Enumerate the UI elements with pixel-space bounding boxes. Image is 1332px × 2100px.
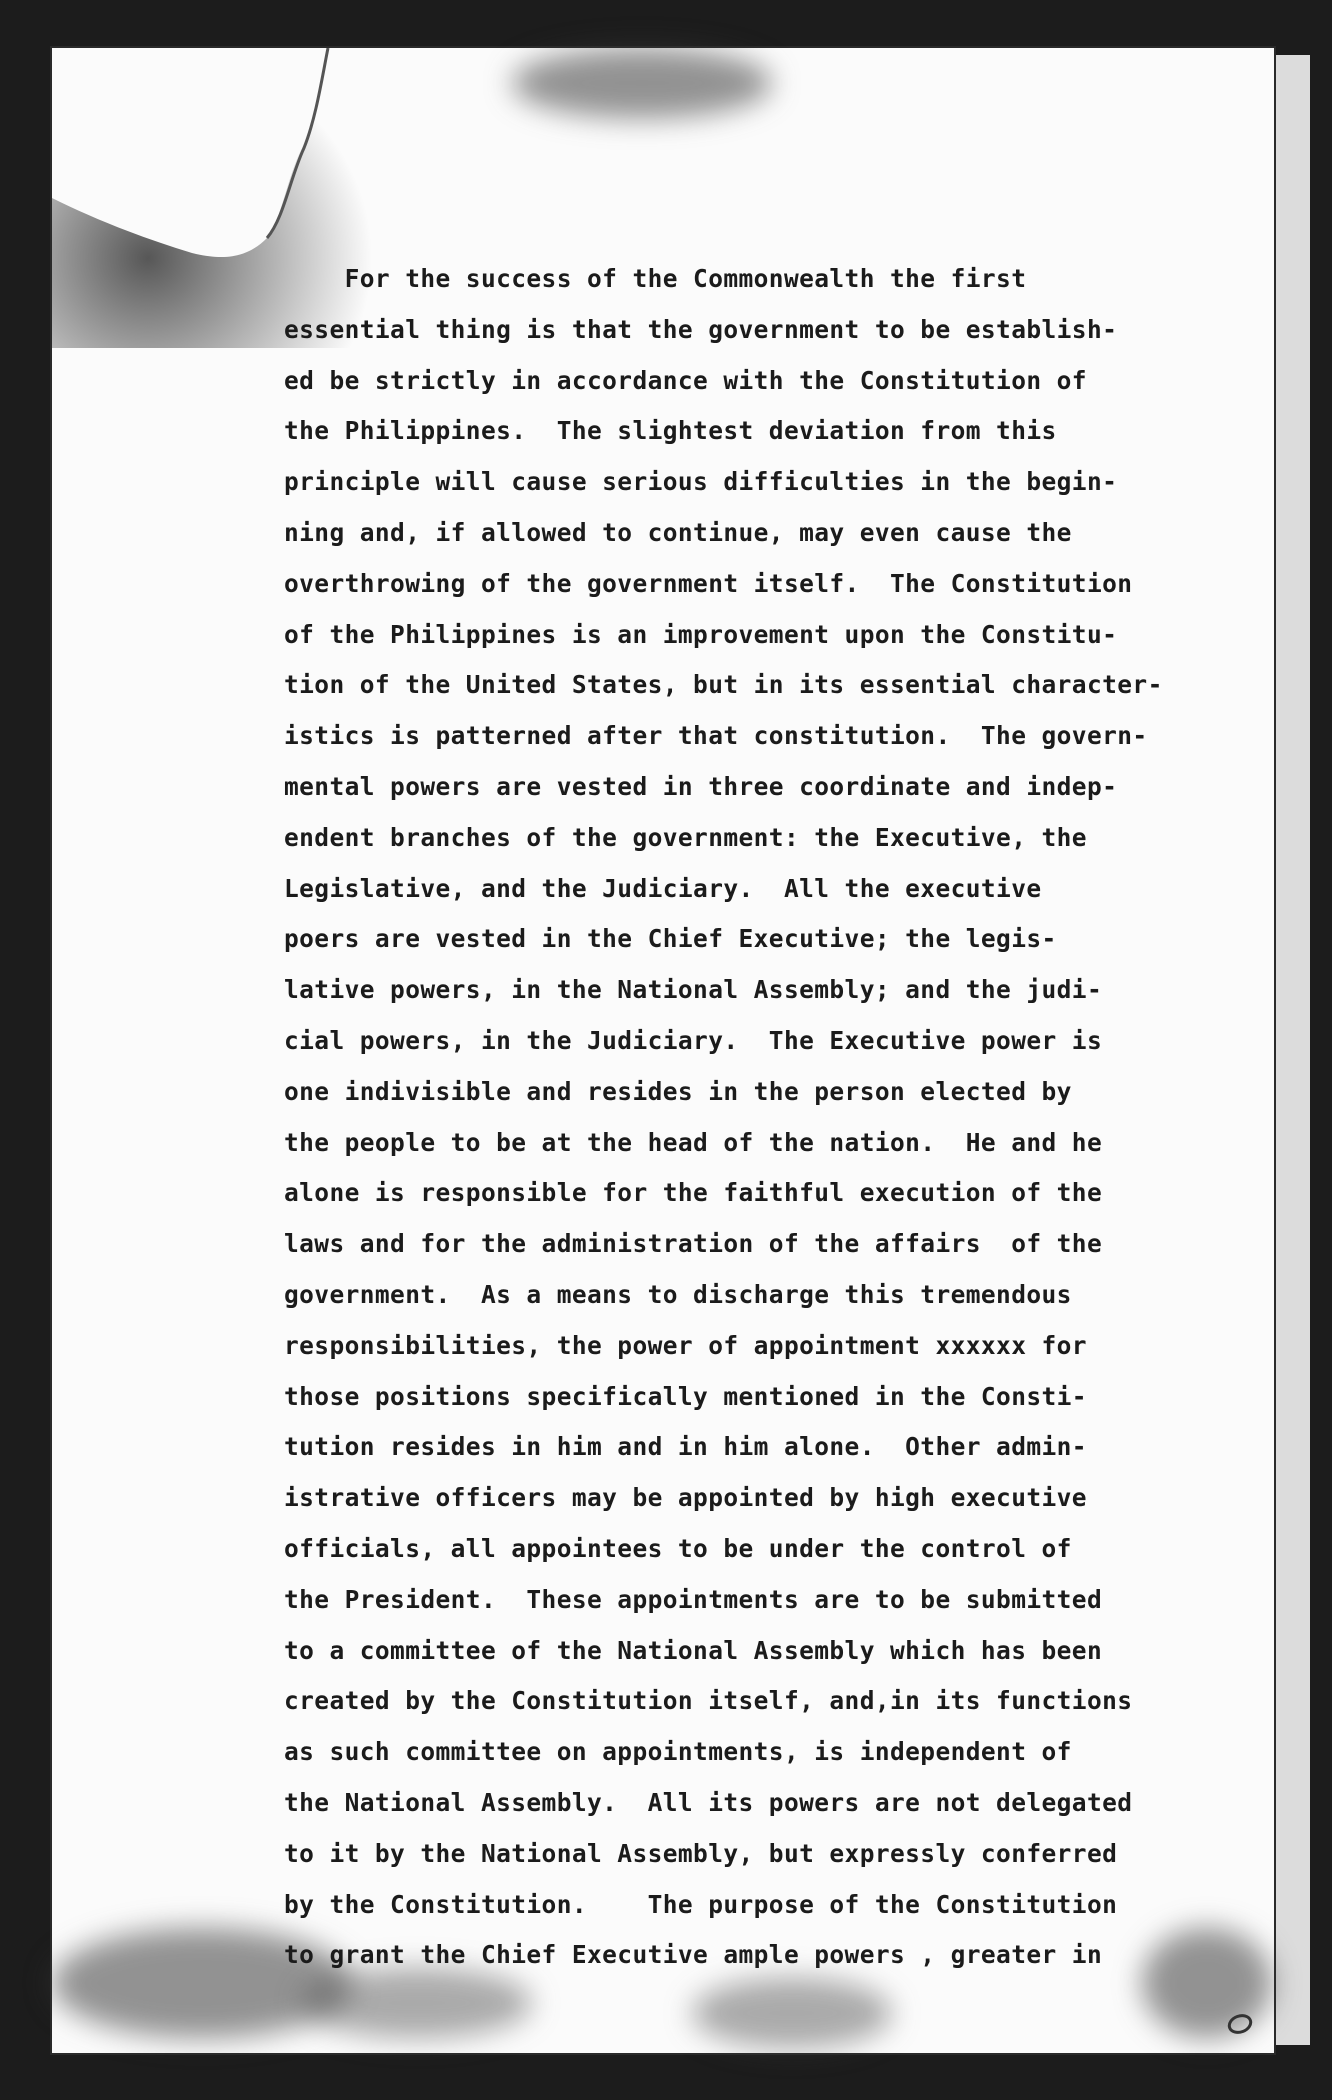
text-line: principle will cause serious difficulties in the begin- (284, 467, 1118, 497)
ink-smudge-bottom-mid (692, 1978, 892, 2048)
body-text (284, 254, 1224, 1981)
page-corner-mark (1220, 2009, 1260, 2039)
text-line: one indivisible and resides in the person elected by (284, 1076, 1072, 1106)
text-line: the National Assembly. All its powers are not delegated (284, 1787, 1133, 1817)
text-line: government. As a means to discharge this tremendous (284, 1279, 1072, 1309)
text-line: by the Constitution. The purpose of the Constitution (284, 1889, 1118, 1919)
text-line: of the Philippines is an improvement upon the Constitu- (284, 619, 1118, 649)
text-line: responsibilities, the power of appointment xxxxxx for (284, 1330, 1087, 1360)
text-line: those positions specifically mentioned in the Consti- (284, 1381, 1087, 1411)
text-line: officials, all appointees to be under the control of (284, 1533, 1072, 1563)
text-line: laws and for the administration of the affairs of the (284, 1229, 1103, 1259)
text-line: created by the Constitution itself, and,in its functions (284, 1686, 1133, 1716)
text-line: the Philippines. The slightest deviation from this (284, 416, 1057, 446)
text-line: as such committee on appointments, is independent of (284, 1737, 1072, 1767)
text-line: tution resides in him and in him alone. Other admin- (284, 1432, 1087, 1462)
ink-smudge-top (512, 48, 772, 118)
text-line: to a committee of the National Assembly which has been (284, 1635, 1103, 1665)
text-line: tion of the United States, but in its essential character- (284, 670, 1163, 700)
text-line: mental powers are vested in three coordinate and indep- (284, 771, 1118, 801)
text-line: For the success of the Commonwealth the first (284, 264, 1027, 293)
text-line: endent branches of the government: the Executive, the (284, 822, 1087, 852)
text-line: to grant the Chief Executive ample powers , greater in (284, 1940, 1103, 1970)
text-line: the President. These appointments are to be submitted (284, 1584, 1103, 1614)
text-line: cial powers, in the Judiciary. The Executive power is (284, 1025, 1103, 1055)
text-line: istics is patterned after that constitution. The govern- (284, 721, 1148, 751)
text-line: lative powers, in the National Assembly; and the judi- (284, 975, 1103, 1005)
text-line: essential thing is that the government to be establish- (284, 314, 1118, 344)
text-line: poers are vested in the Chief Executive; the legis- (284, 924, 1057, 954)
text-line: alone is responsible for the faithful execution of the (284, 1178, 1103, 1208)
text-line: ning and, if allowed to continue, may even cause the (284, 517, 1072, 547)
text-line: the people to be at the head of the nation. He and he (284, 1127, 1103, 1157)
text-line: Legislative, and the Judiciary. All the executive (284, 873, 1042, 903)
text-line: istrative officers may be appointed by high executive (284, 1483, 1087, 1513)
text-line: overthrowing of the government itself. The Constitution (284, 568, 1133, 598)
typewritten-page (52, 48, 1274, 2053)
text-line: to it by the National Assembly, but expressly conferred (284, 1838, 1118, 1868)
text-line: ed be strictly in accordance with the Constitution of (284, 365, 1087, 395)
